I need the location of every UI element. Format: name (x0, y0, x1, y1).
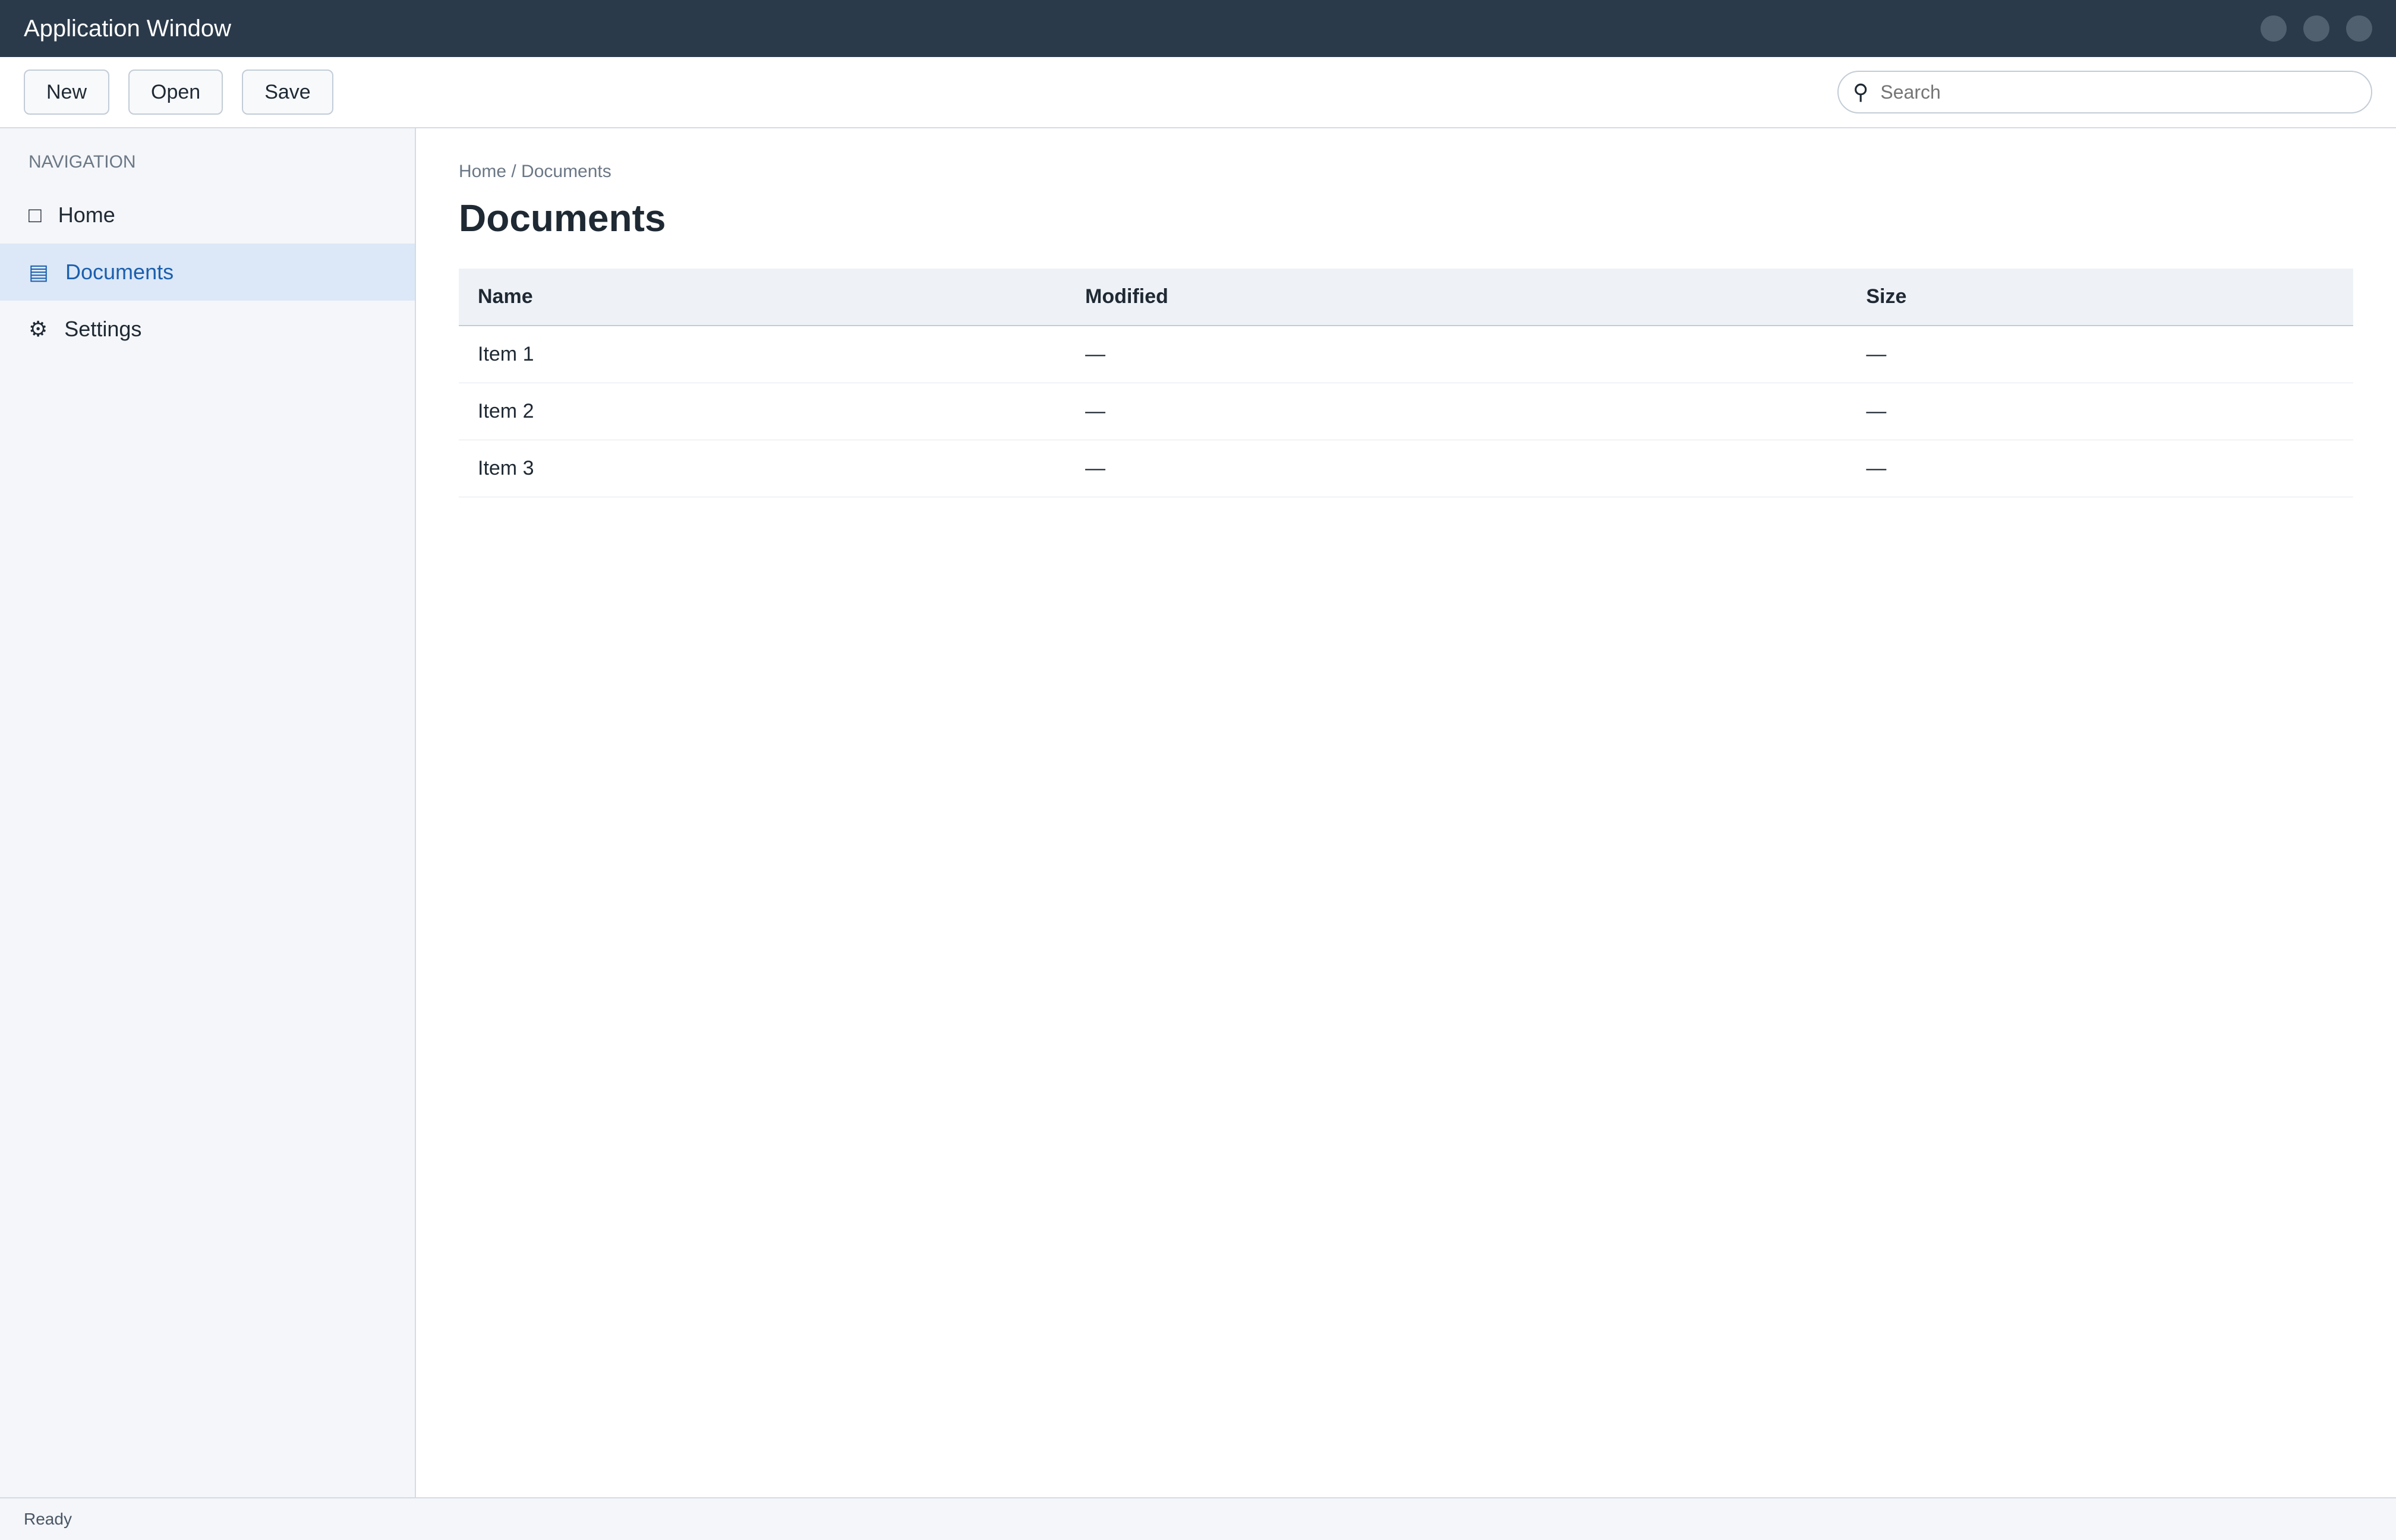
close-button[interactable] (2346, 15, 2372, 42)
maximize-button[interactable] (2303, 15, 2329, 42)
title-bar (0, 0, 2396, 57)
sidebar-heading: NAVIGATION (29, 152, 136, 172)
content-area (0, 128, 2396, 1497)
column-header[interactable]: Name (459, 269, 1066, 326)
table-cell: — (1066, 440, 1847, 497)
sidebar-item-settings[interactable] (0, 301, 415, 358)
status-bar (0, 1497, 2396, 1540)
new-button[interactable]: New (24, 70, 109, 115)
column-header[interactable]: Modified (1066, 269, 1847, 326)
column-header[interactable]: Size (1847, 269, 2353, 326)
file-icon: ▤ (29, 260, 49, 284)
table-cell: Item 1 (459, 326, 1066, 383)
table-header-row (459, 269, 2353, 326)
search-input[interactable] (1879, 81, 2357, 104)
search-box (1837, 71, 2372, 113)
main-panel (416, 128, 2396, 1497)
save-button[interactable]: Save (242, 70, 333, 115)
sidebar-item-label: Settings (64, 317, 142, 341)
breadcrumb[interactable]: Home / Documents (459, 162, 611, 181)
window-title: Application Window (24, 15, 232, 42)
table-cell: Item 3 (459, 440, 1066, 497)
table-row[interactable] (459, 440, 2353, 497)
table-cell: — (1066, 383, 1847, 440)
table-cell: — (1847, 383, 2353, 440)
table-row[interactable] (459, 383, 2353, 440)
toolbar (0, 57, 2396, 128)
table-cell: — (1066, 326, 1847, 383)
folder-icon: □ (29, 203, 42, 227)
sidebar-item-label: Documents (65, 260, 174, 284)
sidebar (0, 128, 416, 1497)
table-cell: Item 2 (459, 383, 1066, 440)
table-cell: — (1847, 440, 2353, 497)
open-button[interactable]: Open (128, 70, 223, 115)
table-cell: — (1847, 326, 2353, 383)
gear-icon: ⚙ (29, 317, 48, 341)
page-title: Documents (459, 197, 666, 239)
sidebar-item-documents[interactable] (0, 244, 415, 301)
search-icon: ⚲ (1853, 80, 1869, 104)
status-text: Ready (24, 1510, 72, 1528)
minimize-button[interactable] (2261, 15, 2287, 42)
data-table (459, 269, 2353, 497)
sidebar-item-label: Home (58, 203, 115, 227)
sidebar-item-home[interactable] (0, 187, 415, 244)
table-row[interactable] (459, 326, 2353, 383)
